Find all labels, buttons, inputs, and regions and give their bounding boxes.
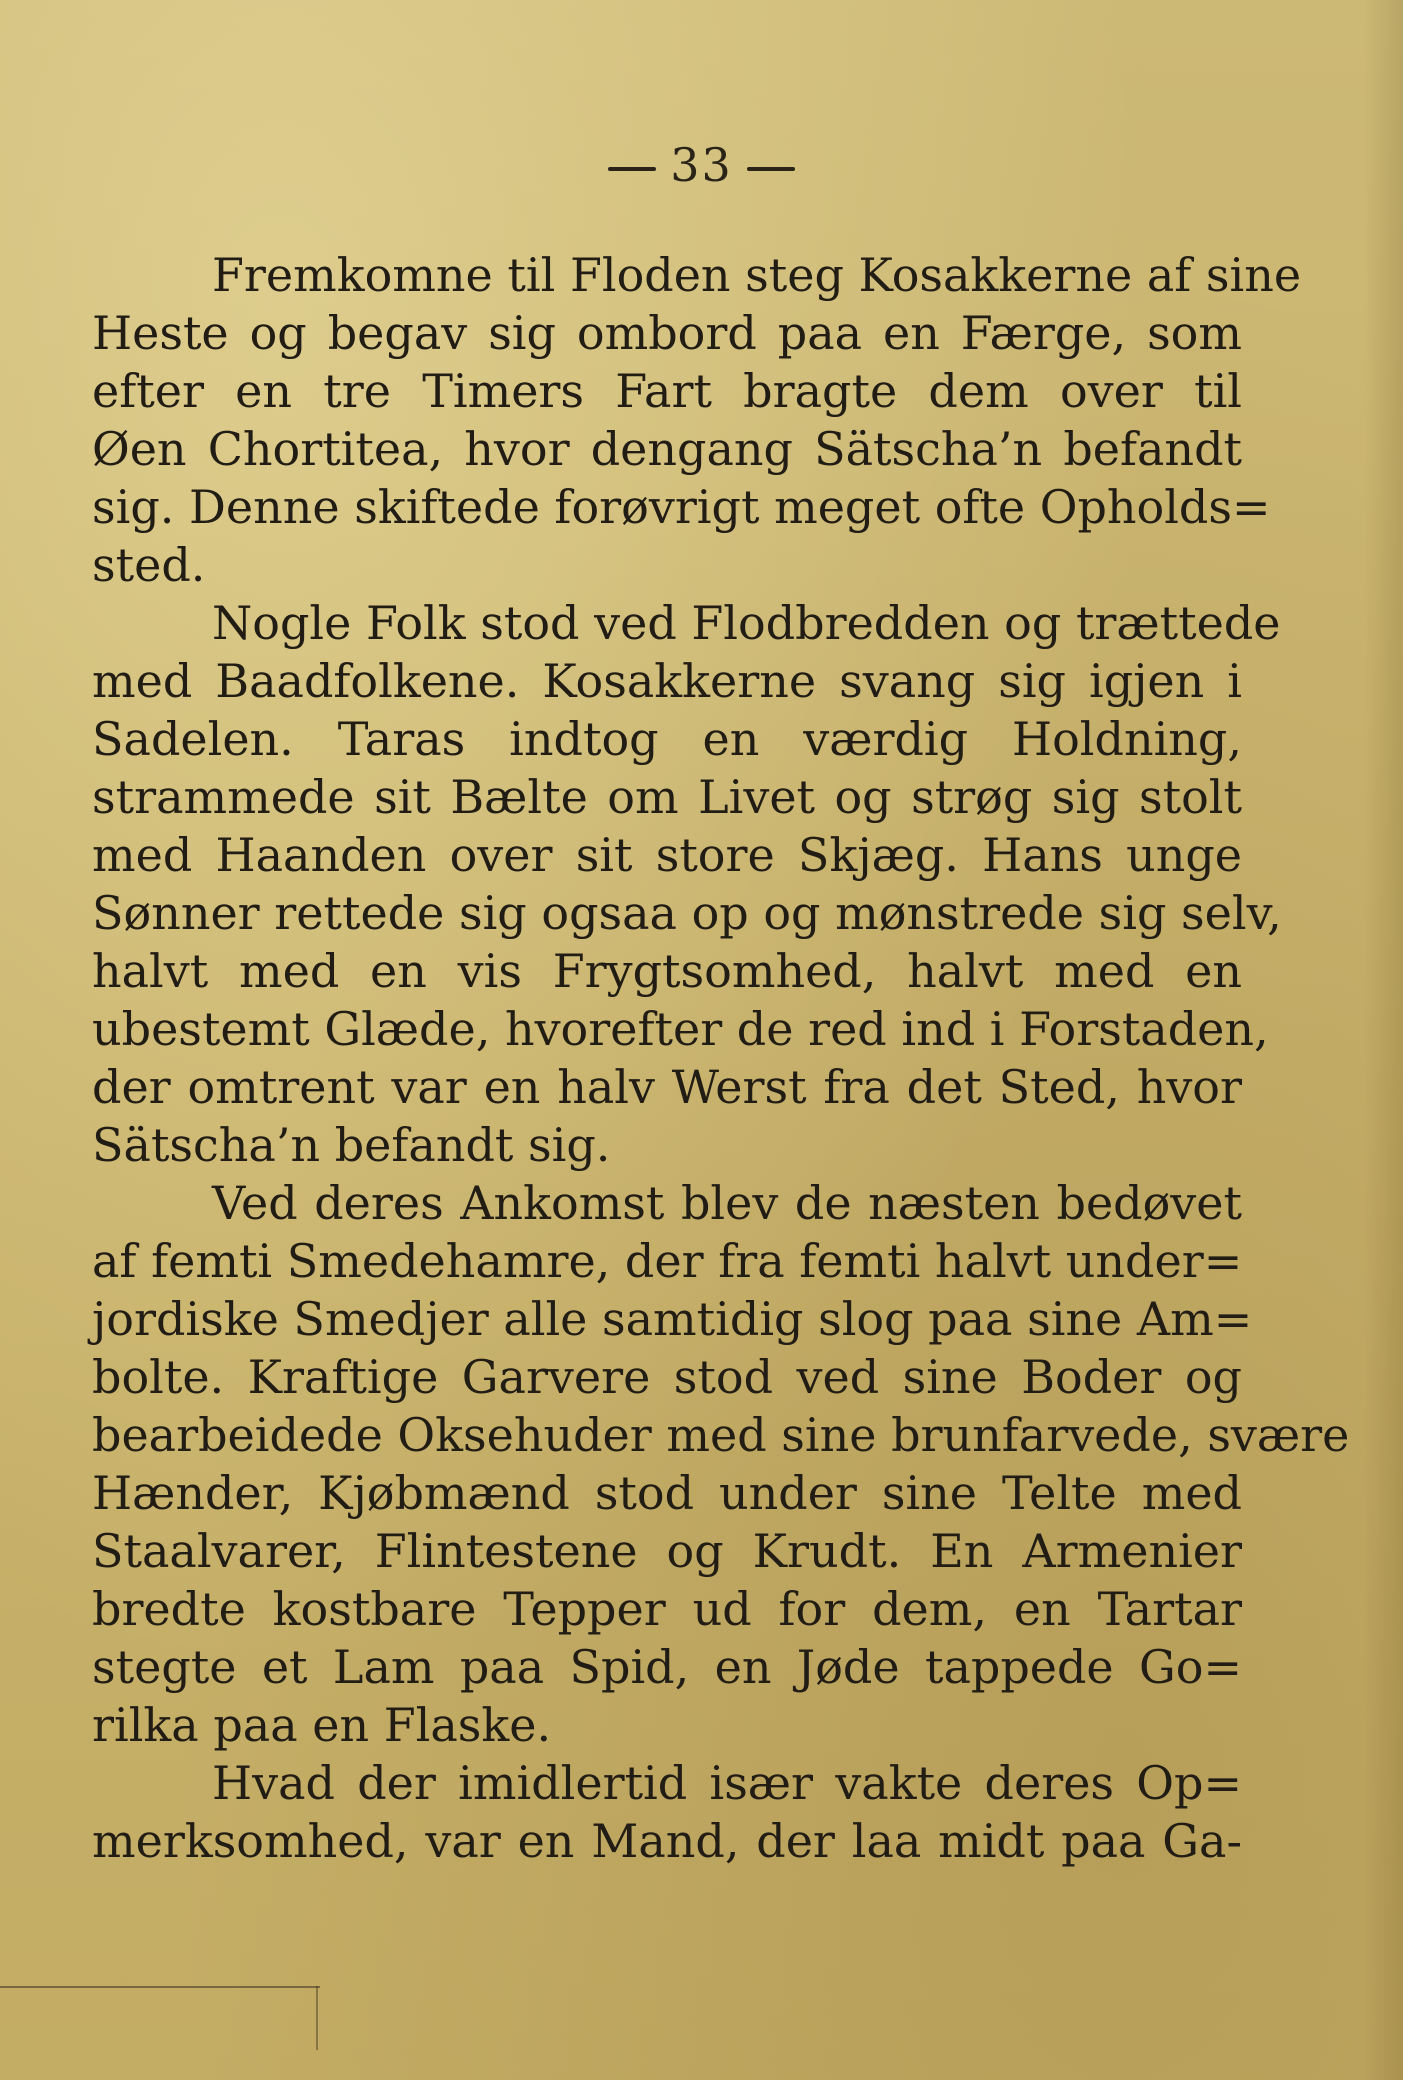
text-line: bearbeidede Oksehuder med sine brunfarvede, svære (92, 1408, 1350, 1462)
text-line: Sadelen. Taras indtog en værdig Holdning, (92, 712, 1242, 766)
text-line: med Haanden over sit store Skjæg. Hans unge (92, 828, 1242, 882)
text-line: Staalvarer, Flintestene og Krudt. En Armenier (92, 1524, 1242, 1578)
text-line: Ved deres Ankomst blev de næsten bedøvet (212, 1176, 1242, 1230)
text-line: Øen Chortitea, hvor dengang Sätscha’n befandt (92, 422, 1242, 476)
text-line: sted. (92, 538, 206, 592)
text-line: med Baadfolkene. Kosakkerne svang sig igjen i (92, 654, 1242, 708)
text-line: efter en tre Timers Fart bragte dem over til (92, 364, 1242, 418)
text-line: ubestemt Glæde, hvorefter de red ind i Forstaden, (92, 1002, 1269, 1056)
text-line: Sätscha’n befandt sig. (92, 1118, 611, 1172)
corner-rule-vertical (316, 1986, 318, 2050)
text-line: Fremkomne til Floden steg Kosakkerne af sine (212, 248, 1302, 302)
page-number (0, 138, 1403, 192)
page-edge-shadow (1363, 0, 1403, 2080)
text-line: jordiske Smedjer alle samtidig slog paa sine Am= (92, 1292, 1253, 1346)
text-line: Nogle Folk stod ved Flodbredden og trættede (212, 596, 1281, 650)
page-number-value: 33 (670, 138, 733, 192)
text-line: Hvad der imidlertid især vakte deres Op= (212, 1756, 1242, 1810)
text-line: sig. Denne skiftede forøvrigt meget ofte Opholds= (92, 480, 1271, 534)
text-line: halvt med en vis Frygtsomhed, halvt med en (92, 944, 1242, 998)
text-line: Hænder, Kjøbmænd stod under sine Telte med (92, 1466, 1242, 1520)
text-line: Heste og begav sig ombord paa en Færge, som (92, 306, 1242, 360)
ornament-dash-right (747, 167, 795, 171)
body-text (92, 246, 1350, 1870)
text-line: rilka paa en Flaske. (92, 1698, 552, 1752)
text-line: strammede sit Bælte om Livet og strøg sig stolt (92, 770, 1242, 824)
corner-rule-horizontal (0, 1986, 320, 1988)
text-line: bredte kostbare Tepper ud for dem, en Tartar (92, 1582, 1242, 1636)
text-line: merksomhed, var en Mand, der laa midt paa Ga- (92, 1814, 1242, 1868)
ornament-dash-left (608, 167, 656, 171)
text-line: af femti Smedehamre, der fra femti halvt under= (92, 1234, 1243, 1288)
text-line: der omtrent var en halv Werst fra det Sted, hvor (92, 1060, 1242, 1114)
text-line: stegte et Lam paa Spid, en Jøde tappede Go= (92, 1640, 1242, 1694)
text-line: Sønner rettede sig ogsaa op og mønstrede sig selv, (92, 886, 1282, 940)
text-line: bolte. Kraftige Garvere stod ved sine Boder og (92, 1350, 1242, 1404)
